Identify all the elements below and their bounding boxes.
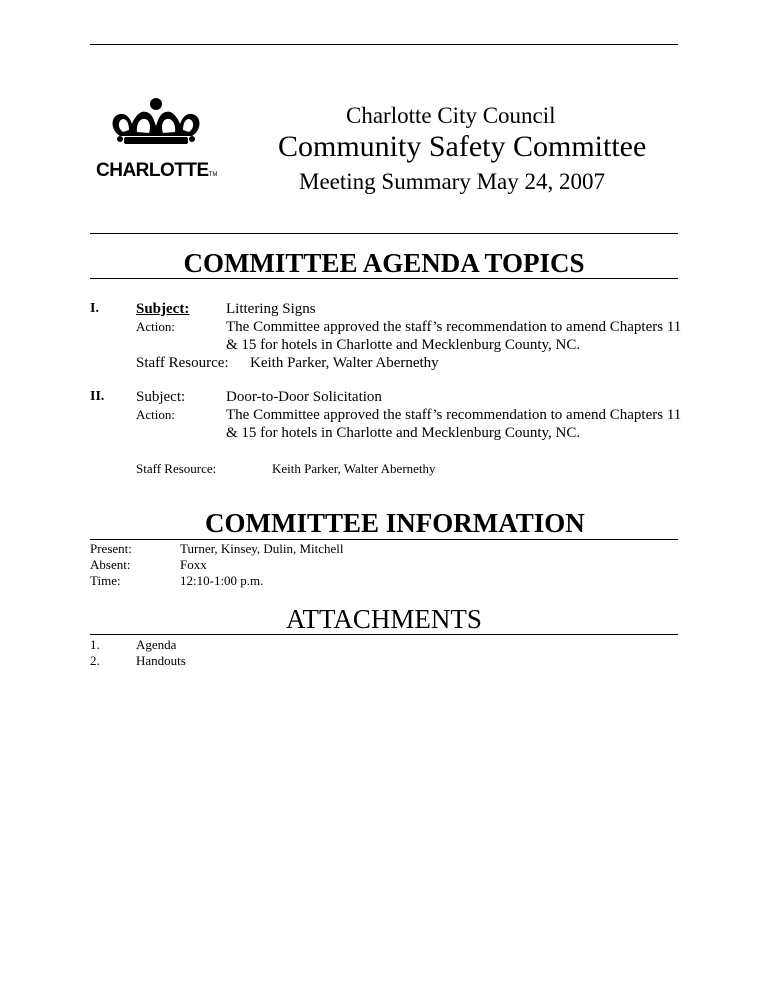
agenda-item-2-resource: Keith Parker, Walter Abernethy <box>272 461 436 476</box>
top-rule <box>90 44 678 45</box>
header-council: Charlotte City Council <box>346 103 556 128</box>
info-absent-label: Absent: <box>90 557 131 572</box>
agenda-item-1-subject-label: Subject: <box>136 301 190 317</box>
agenda-item-2-action-label: Action: <box>136 407 175 422</box>
agenda-title: COMMITTEE AGENDA TOPICS <box>183 248 585 278</box>
agenda-item-1-resource-label: Staff Resource: <box>136 355 229 371</box>
attachment-1-number: 1. <box>90 637 100 652</box>
header-meeting-summary: Meeting Summary May 24, 2007 <box>299 169 605 194</box>
agenda-item-1-action-line1: The Committee approved the staff’s recommendation to amend Chapters 11 <box>226 319 682 335</box>
attachments-title: ATTACHMENTS <box>286 604 482 634</box>
info-present-label: Present: <box>90 541 132 556</box>
agenda-item-2-numeral: II. <box>90 389 105 404</box>
agenda-top-rule <box>90 233 678 234</box>
info-title: COMMITTEE INFORMATION <box>205 508 585 538</box>
info-present: Turner, Kinsey, Dulin, Mitchell <box>180 541 344 556</box>
agenda-item-2-action-line1: The Committee approved the staff’s recommendation to amend Chapters 11 <box>226 407 682 423</box>
agenda-item-2-subject: Door-to-Door Solicitation <box>226 389 382 405</box>
attachment-2-number: 2. <box>90 653 100 668</box>
attachment-1-label: Agenda <box>136 637 177 652</box>
agenda-item-2-resource-label: Staff Resource: <box>136 461 217 476</box>
header-committee: Community Safety Committee <box>278 130 647 163</box>
info-absent: Foxx <box>180 557 207 572</box>
agenda-item-1-numeral: I. <box>90 301 99 316</box>
agenda-item-2-action-line2: & 15 for hotels in Charlotte and Mecklenburg County, NC. <box>226 425 581 441</box>
info-time: 12:10-1:00 p.m. <box>180 573 264 588</box>
agenda-item-2-subject-label: Subject: <box>136 389 186 405</box>
agenda-item-1-subject: Littering Signs <box>226 301 316 317</box>
info-rule <box>90 539 678 540</box>
info-time-label: Time: <box>90 573 121 588</box>
attachment-2-label: Handouts <box>136 653 186 668</box>
attachments-rule <box>90 634 678 635</box>
agenda-item-1-resource: Keith Parker, Walter Abernethy <box>250 355 439 371</box>
logo-wordmark: CHARLOTTETM <box>96 160 218 181</box>
agenda-bottom-rule <box>90 278 678 279</box>
agenda-item-1-action-line2: & 15 for hotels in Charlotte and Mecklenburg County, NC. <box>226 337 581 353</box>
agenda-item-1-action-label: Action: <box>136 319 175 334</box>
